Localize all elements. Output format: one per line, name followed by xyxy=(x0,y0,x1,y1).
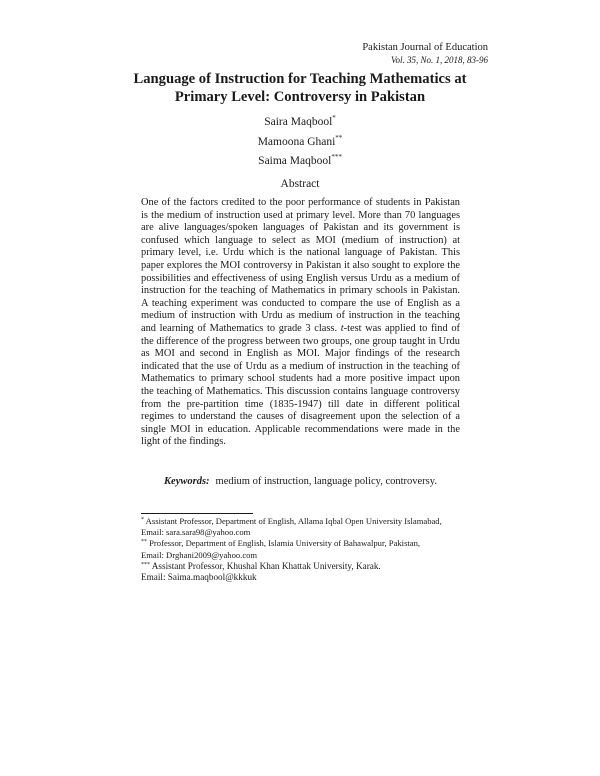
t-test-letter: t xyxy=(340,322,344,334)
journal-volume: Vol. 35, No. 1, 2018, 83-96 xyxy=(390,55,488,65)
footnote-3 xyxy=(141,561,471,584)
author-footnote-mark[interactable]: ** xyxy=(335,133,343,142)
author-name: Saira Maqbool xyxy=(264,116,333,128)
keywords-text: medium of instruction, language policy, controversy. xyxy=(215,476,437,487)
author-footnote-mark[interactable]: *** xyxy=(331,153,342,161)
keywords xyxy=(141,476,460,487)
author-3 xyxy=(150,152,450,172)
keywords-label: Keywords: xyxy=(164,476,210,487)
footnote-email[interactable]: Email: sara.sara98@yahoo.com xyxy=(141,527,251,538)
footnote-mark: * xyxy=(141,517,144,523)
footnote-1 xyxy=(141,516,471,538)
author-name: Saima Maqbool xyxy=(258,155,332,167)
journal-name: Pakistan Journal of Education xyxy=(362,42,488,53)
footnote-divider xyxy=(141,513,253,514)
footnote-affiliation: Assistant Professor, Khushal Khan Khattak University, Karak. xyxy=(150,560,381,571)
author-list xyxy=(150,113,450,172)
footnote-mark: *** xyxy=(141,561,150,568)
title-line-2: Primary Level: Controversy in Pakistan xyxy=(174,89,426,105)
footnote-mark: ** xyxy=(141,539,147,546)
abstract-text-part-1: One of the factors credited to the poor performance of students in Pakistan is the medium of instruction used at primary level. More than 70 languages are alive languages/spoken languages of Pakistan and its government is confused which language to select as MOI (medium of instruction) at primary level, i.e. Urdu which is the national language of Pakistan. This paper explores the MOI controversy in Pakistan it also sought to explore the possibilities and effectiveness of using English versus Urdu as a medium of instruction for the teaching of Mathematics in primary schools in Pakistan. A teaching experiment was conducted to compare the use of English as a medium of instruction with Urdu as medium of instruction in the teaching and learning of Mathematics to grade 3 class. xyxy=(141,197,460,334)
footnote-email[interactable]: Email: Drghani2009@yahoo.com xyxy=(141,549,258,560)
footnote-email[interactable]: Email: Saima.maqbool@kkkuk xyxy=(141,572,257,583)
abstract-text-part-2: -test was applied to find of the difference of the progress between two groups, one group taught in Urdu as MOI and second in English as MOI. Major findings of the research indicated that the use of Urdu as a medium of instruction in the teaching of Mathematics to primary school students had a more positive impact upon the teaching of Mathematics. This discussion contains language controversy from the pre-partition time (1835-1947) till date in different political regimes to understand the causes of disagreement upon the selection of a single MOI in education. Applicable recommendations were made in the light of the findings. xyxy=(141,322,460,448)
author-footnote-mark[interactable]: * xyxy=(332,114,336,122)
author-name: Mamoona Ghani xyxy=(257,135,336,148)
footnotes xyxy=(141,516,471,584)
paper-title xyxy=(130,70,470,106)
abstract-body xyxy=(141,197,460,449)
author-2 xyxy=(150,133,450,153)
journal-header xyxy=(362,42,488,66)
footnote-2 xyxy=(141,538,471,560)
footnote-affiliation: Professor, Department of English, Islamia University of Bahawalpur, Pakistan, xyxy=(147,538,421,549)
title-line-1: Language of Instruction for Teaching Mathematics at xyxy=(133,71,467,87)
footnote-affiliation: Assistant Professor, Department of English, Allama Iqbal Open University Islamabad, xyxy=(144,516,442,526)
author-1 xyxy=(150,113,450,133)
abstract-heading: Abstract xyxy=(280,178,320,190)
